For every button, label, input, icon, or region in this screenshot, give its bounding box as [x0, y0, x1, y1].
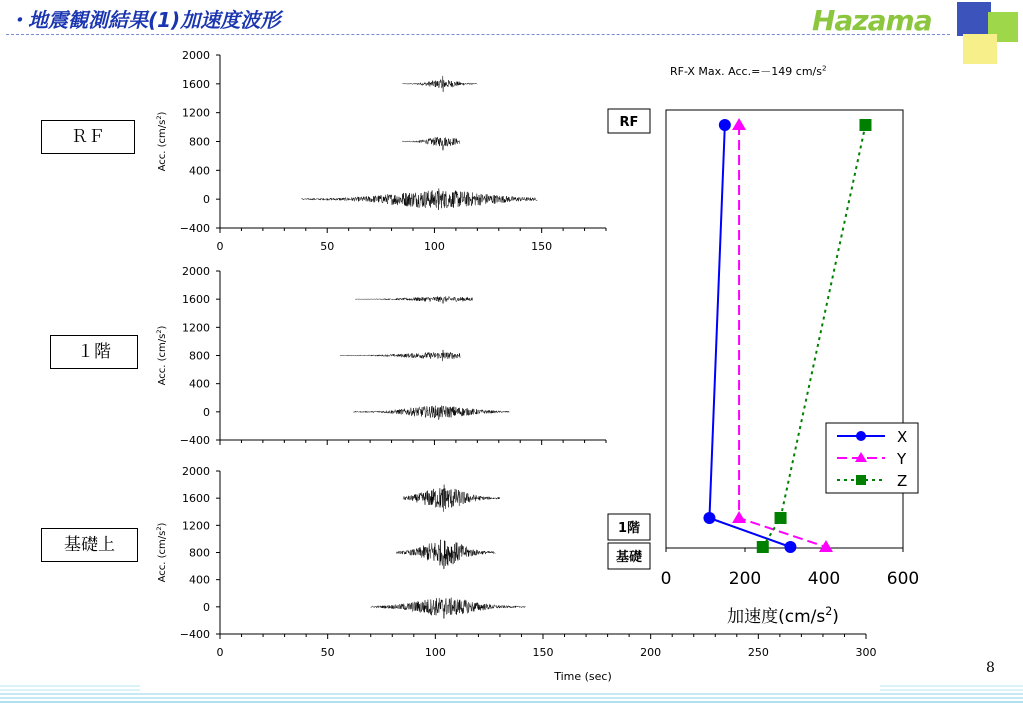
chart-title: RF-X Max. Acc.=－149 $cm/s^2$ [670, 63, 827, 78]
level-label: 1階 [617, 521, 641, 536]
y-tick-label: −400 [179, 628, 210, 641]
y-tick-label: 1200 [182, 519, 210, 533]
y-tick-label: 1200 [182, 321, 210, 335]
y-tick-label: 1200 [182, 106, 210, 120]
series-line-y [739, 125, 826, 547]
level-label: RF [619, 115, 639, 130]
y-tick-label: 400 [189, 573, 210, 587]
y-tick-label: 1600 [182, 77, 210, 91]
y-tick-label: 400 [189, 377, 210, 391]
y-tick-label: 800 [189, 349, 210, 363]
data-point-z [757, 541, 769, 553]
x-tick-label: 200 [640, 646, 662, 659]
legend-marker [856, 475, 866, 485]
x-axis-label: 加速度$(cm/s^2)$ [727, 605, 839, 627]
max-acceleration-profile-chart [608, 64, 919, 627]
x-tick-label: 600 [886, 569, 920, 589]
y-tick-label: −400 [179, 434, 210, 447]
y-tick-label: 400 [189, 164, 210, 178]
legend-label: X [897, 428, 908, 446]
y-tick-label: 2000 [182, 49, 210, 62]
bottom-decoration [0, 684, 1023, 708]
series-line-x [709, 125, 790, 547]
data-point-x [784, 541, 796, 553]
data-point-z [775, 512, 787, 524]
x-tick-label: 400 [807, 569, 841, 589]
waveform-trace [340, 350, 460, 361]
y-tick-label: 800 [189, 546, 210, 560]
x-tick-label: 50 [320, 646, 335, 659]
data-point-z [859, 119, 871, 131]
y-axis-label: Acc. $(cm/s^2)$ [155, 111, 168, 172]
x-axis-label: Time (sec) [554, 670, 612, 683]
floor-label-1f: １階 [50, 335, 138, 369]
data-point-y [732, 118, 746, 130]
company-logo: Hazama [812, 4, 932, 37]
legend-label: Y [897, 450, 907, 468]
legend-label: Z [897, 472, 908, 490]
y-tick-label: 0 [203, 405, 210, 419]
waveform-1f-chart [155, 265, 606, 447]
data-point-y [732, 511, 746, 523]
waveform-trace [355, 296, 473, 303]
waveform-trace [302, 188, 538, 210]
waveform-trace [402, 137, 460, 150]
legend [826, 423, 918, 493]
y-tick-label: −400 [179, 222, 210, 235]
x-tick-label: 0 [216, 646, 224, 659]
x-tick-label: 200 [728, 569, 762, 589]
floor-label-base: 基礎上 [41, 528, 138, 562]
y-axis-label: Acc. $(cm/s^2)$ [155, 522, 168, 583]
legend-marker [856, 431, 866, 441]
x-tick-label: 0 [660, 569, 672, 589]
y-tick-label: 2000 [182, 265, 210, 278]
waveform-trace [371, 598, 526, 619]
waveform-trace [353, 406, 509, 420]
waveform-base-chart [155, 465, 877, 683]
y-tick-label: 1600 [182, 293, 210, 307]
waveform-rf-chart [155, 49, 606, 253]
page-number: 8 [986, 660, 995, 676]
y-tick-label: 0 [203, 600, 210, 614]
y-tick-label: 1600 [182, 492, 210, 506]
x-tick-label: 50 [320, 240, 335, 253]
floor-label-rf: ＲＦ [41, 120, 135, 154]
data-point-y [819, 540, 833, 552]
waveform-trace [397, 540, 496, 569]
waveform-trace [402, 76, 477, 92]
data-point-x [719, 119, 731, 131]
x-tick-label: 150 [531, 240, 553, 253]
x-tick-label: 100 [423, 240, 445, 253]
y-tick-label: 800 [189, 135, 210, 149]
x-tick-label: 300 [855, 646, 877, 659]
y-axis-label: Acc. $(cm/s^2)$ [155, 325, 168, 386]
x-tick-label: 250 [747, 646, 769, 659]
y-tick-label: 0 [203, 193, 210, 207]
waveform-trace [403, 485, 500, 512]
slide-title: ・地震観測結果(1)加速度波形 [8, 8, 281, 32]
level-label: 基礎 [615, 550, 643, 565]
x-tick-label: 0 [216, 240, 224, 253]
data-point-x [703, 512, 715, 524]
y-tick-label: 2000 [182, 465, 210, 478]
x-tick-label: 150 [532, 646, 554, 659]
x-tick-label: 100 [424, 646, 446, 659]
